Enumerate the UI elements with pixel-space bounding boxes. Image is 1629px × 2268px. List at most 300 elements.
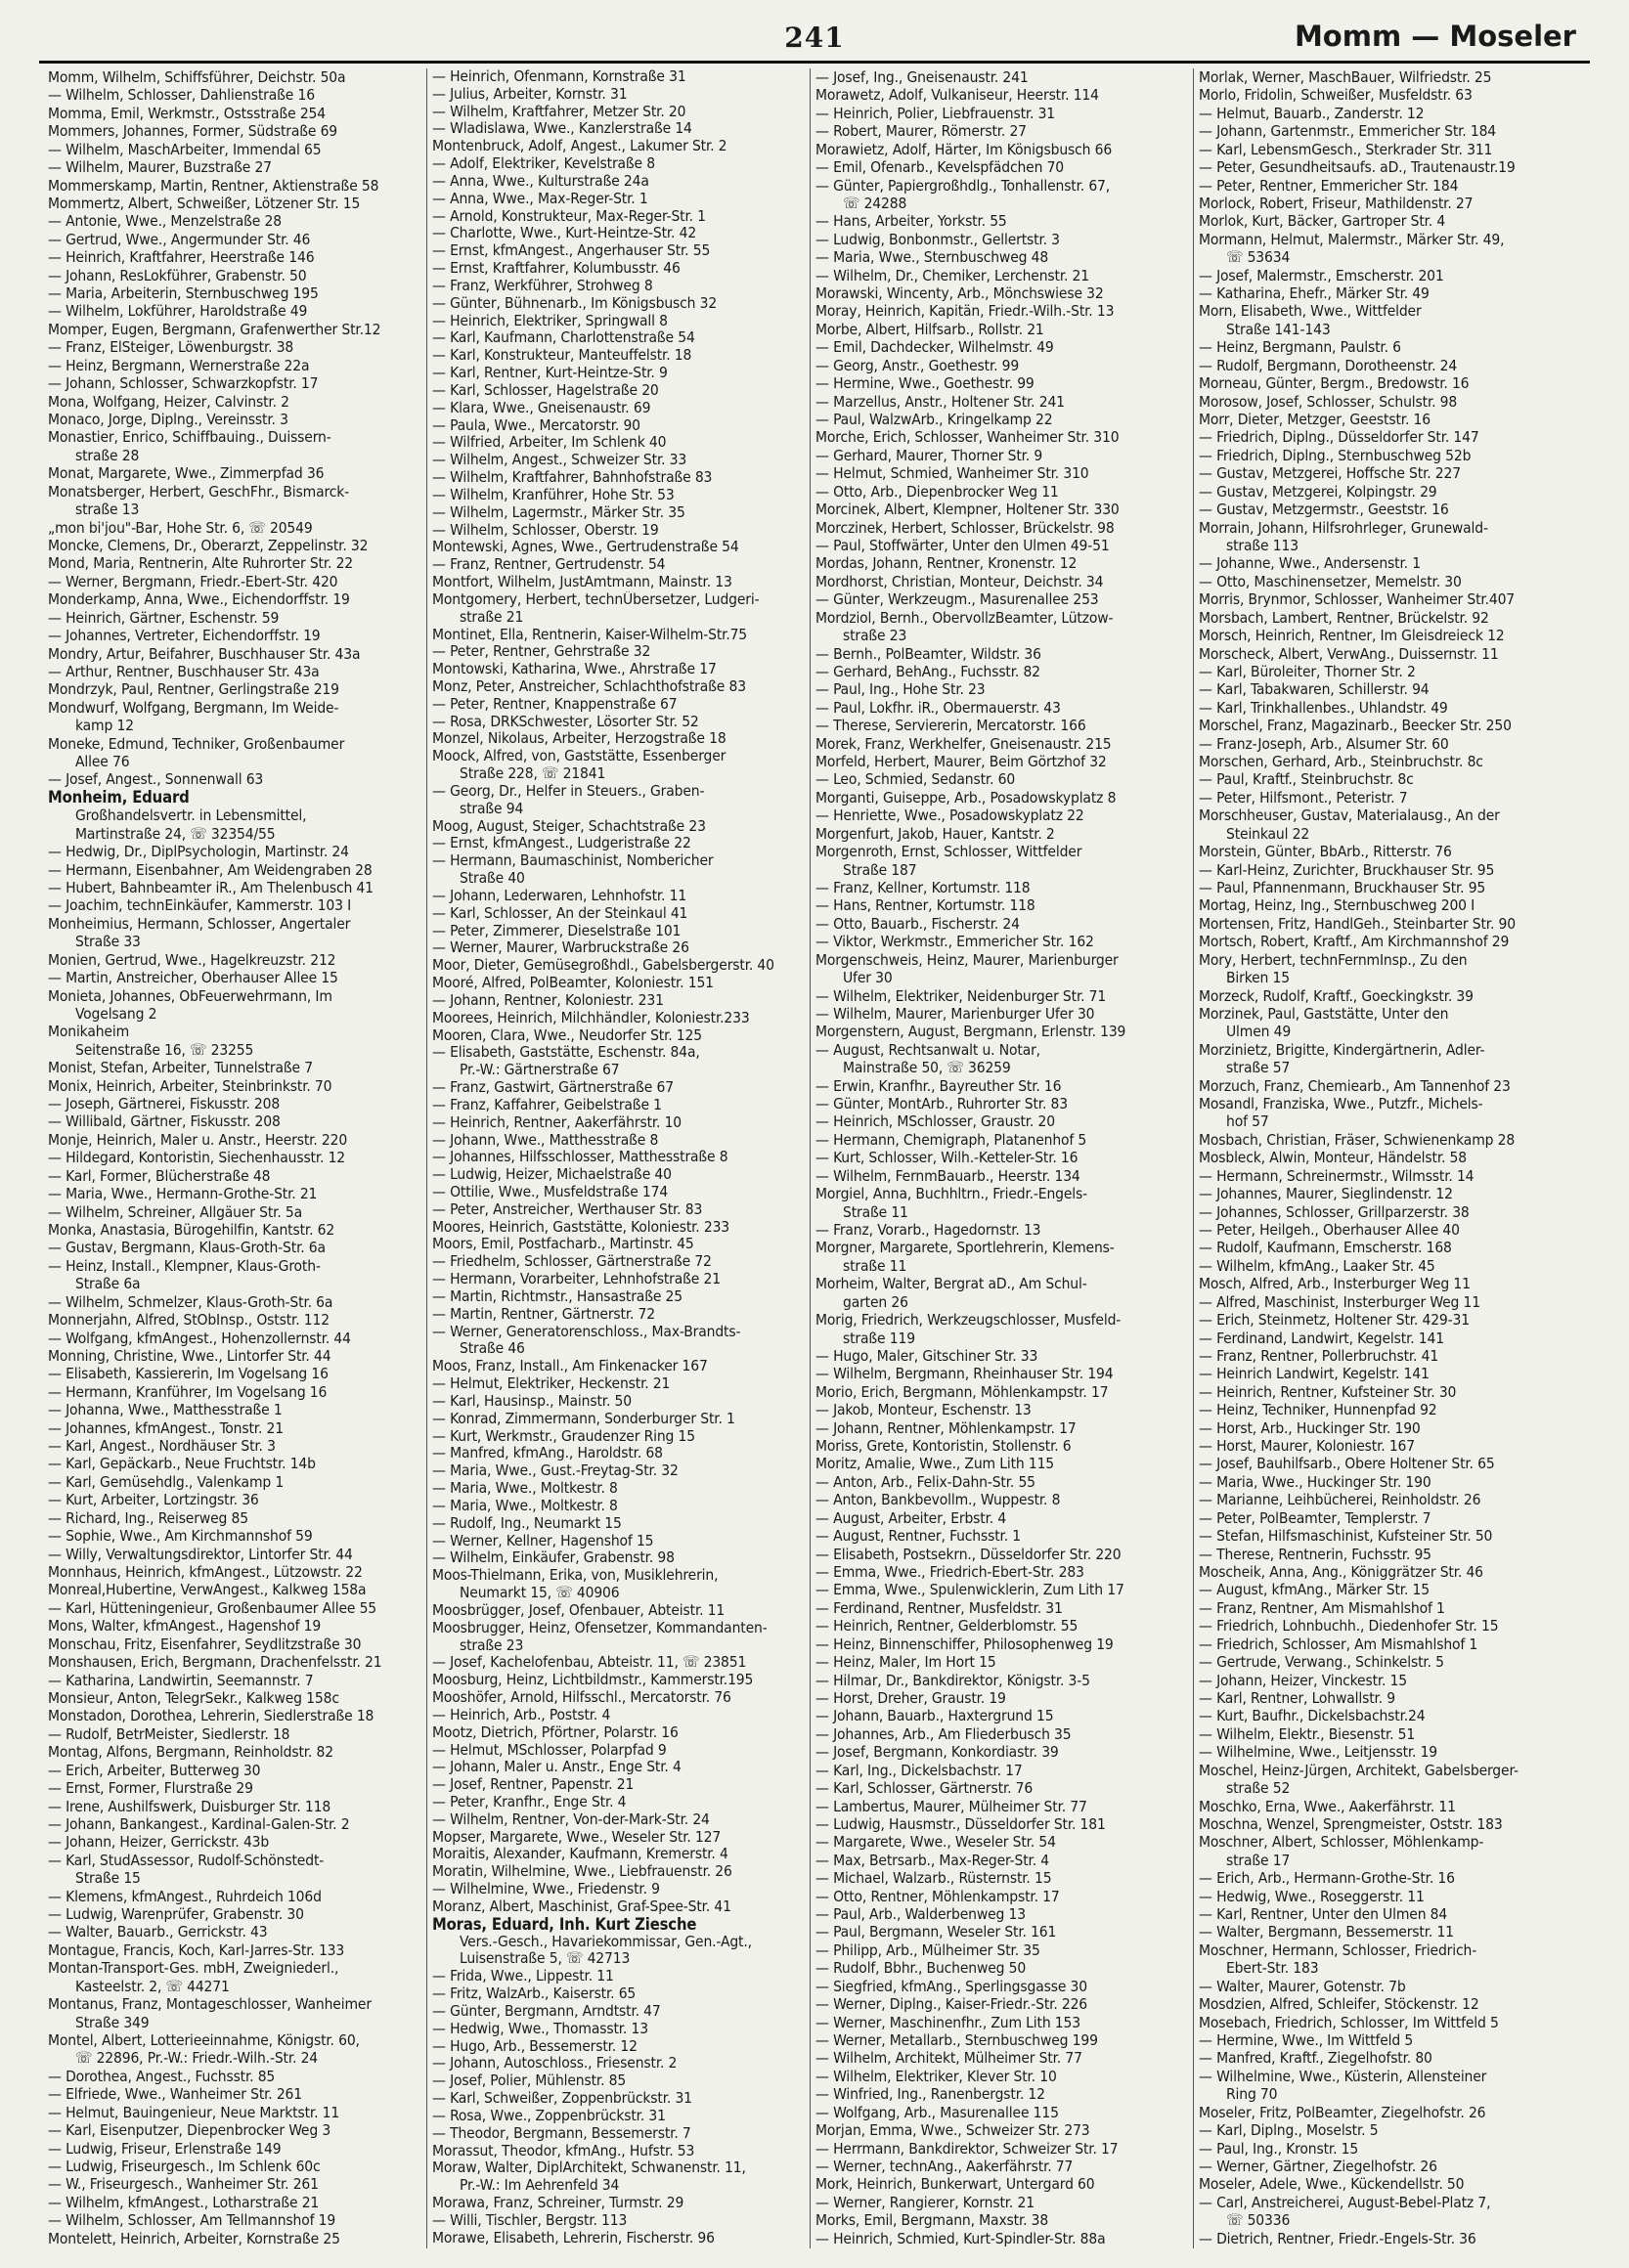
entry-continuation: straße 11	[843, 1256, 907, 1275]
directory-entry: — Willy, Verwaltungsdirektor, Lintorfer Str. 44	[48, 1545, 353, 1563]
directory-entry: — Franz, ElSteiger, Löwenburgstr. 38	[48, 338, 294, 357]
directory-entry: Monnerjahn, Alfred, StObInsp., Oststr. 112	[48, 1311, 330, 1330]
directory-entry: — Josef, Rentner, Papenstr. 21	[432, 1776, 635, 1794]
directory-entry: — Johannes, Arb., Am Fliederbusch 35	[815, 1724, 1072, 1743]
directory-entry: — Hermann, Schreinermstr., Wilmsstr. 14	[1199, 1166, 1475, 1185]
directory-entry: Mootz, Dietrich, Pförtner, Polarstr. 16	[432, 1723, 679, 1741]
entry-continuation: hof 57	[1226, 1112, 1269, 1131]
directory-entry: Monreal,Hubertine, VerwAngest., Kalkweg 158a	[48, 1581, 367, 1599]
directory-entry: Monzel, Nikolaus, Arbeiter, Herzogstraße 18	[432, 730, 726, 748]
entry-continuation: Ebert-Str. 183	[1226, 1959, 1319, 1978]
directory-entry: — Wilhelm, Lokführer, Haroldstraße 49	[48, 302, 308, 321]
directory-entry: — Hedwig, Wwe., Thomasstr. 13	[432, 2020, 648, 2037]
directory-entry: — Johannes, Vertreter, Eichendorffstr. 19	[48, 627, 321, 645]
directory-entry: Mortsch, Robert, Kraftf., Am Kirchmannshof 29	[1199, 933, 1510, 951]
directory-entry: Morawski, Wincenty, Arb., Mönchswiese 32	[815, 284, 1104, 303]
directory-entry: — Georg, Dr., Helfer in Steuers., Graben-	[432, 782, 705, 800]
directory-entry: Monatsberger, Herbert, GeschFhr., Bismarck-	[48, 482, 350, 501]
directory-entry: — Gerhard, BehAng., Fuchsstr. 82	[815, 662, 1040, 680]
directory-entry: — Elisabeth, Kassiererin, Im Vogelsang 16	[48, 1365, 329, 1383]
entry-continuation: Straße 349	[75, 2013, 150, 2031]
directory-entry: Mordziol, Bernh., ObervollzBeamter, Lützow-	[815, 608, 1114, 627]
directory-entry: Morzinek, Paul, Gaststätte, Unter den	[1199, 1004, 1449, 1023]
directory-entry: Mosebach, Friedrich, Schlosser, Im Wittfeld 5	[1199, 2013, 1499, 2031]
directory-entry: — Carl, Anstreicherei, August-Bebel-Platz 7,	[1199, 2193, 1491, 2211]
directory-entry: — Johann, ResLokführer, Grabenstr. 50	[48, 266, 307, 284]
directory-entry: — Paul, Arb., Walderbenweg 13	[815, 1905, 1026, 1924]
directory-entry: Morcinek, Albert, Klempner, Holtener Str. 330	[815, 501, 1120, 519]
directory-entry: — Friedrich, Diplng., Düsseldorfer Str. 147	[1199, 428, 1479, 447]
directory-entry: Monsieur, Anton, TelegrSekr., Kalkweg 158c	[48, 1688, 339, 1707]
directory-entry: — Karl, Eisenputzer, Diepenbrocker Weg 3	[48, 2121, 331, 2140]
directory-entry: Moschel, Heinz-Jürgen, Architekt, Gabelsberger-	[1199, 1761, 1519, 1779]
directory-entry: — Paul, WalzwArb., Kringelkamp 22	[815, 411, 1053, 429]
directory-entry: — Antonie, Wwe., Menzelstraße 28	[48, 212, 282, 231]
directory-entry: — Peter, Heilgeh., Oberhauser Allee 40	[1199, 1221, 1460, 1239]
directory-entry: Moras, Eduard, Inh. Kurt Ziesche	[432, 1915, 697, 1934]
directory-entry: — Ernst, Kraftfahrer, Kolumbusstr. 46	[432, 260, 681, 278]
directory-entry: Montgomery, Herbert, technÜbersetzer, Ludgeri-	[432, 590, 760, 608]
directory-entry: Moosbrügger, Josef, Ofenbauer, Abteistr. 11	[432, 1601, 726, 1619]
directory-entry: — Karl, Schlosser, Gärtnerstr. 76	[815, 1779, 1034, 1798]
directory-entry: — Hermann, Kranführer, Im Vogelsang 16	[48, 1382, 328, 1401]
directory-entry: — Karl, Angest., Nordhäuser Str. 3	[48, 1437, 276, 1456]
directory-entry: — Wilhelm, Kraftfahrer, Bahnhofstraße 83	[432, 469, 713, 487]
directory-entry: — Heinrich Landwirt, Kegelstr. 141	[1199, 1365, 1430, 1383]
directory-entry: — Johann, Bankangest., Kardinal-Galen-Str. 2	[48, 1814, 350, 1833]
entry-continuation: straße 52	[1226, 1779, 1291, 1798]
directory-entry: — Wilhelm, Kranführer, Hohe Str. 53	[432, 486, 675, 503]
directory-entry: — Winfried, Ing., Ranenbergstr. 12	[815, 2085, 1045, 2104]
directory-entry: — Werner, Diplng., Kaiser-Friedr.-Str. 226	[815, 1995, 1088, 2014]
directory-entry: Montenbruck, Adolf, Angest., Lakumer Str. 2	[432, 138, 727, 155]
directory-entry: — Kurt, Arbeiter, Lortzingstr. 36	[48, 1491, 259, 1509]
directory-entry: — Konrad, Zimmermann, Sonderburger Str. 1	[432, 1410, 735, 1427]
directory-entry: — Karl, Rentner, Kurt-Heintze-Str. 9	[432, 365, 668, 382]
directory-entry: — Johann, Bauarb., Haxtergrund 15	[815, 1707, 1054, 1725]
directory-entry: — Otto, Rentner, Möhlenkampstr. 17	[815, 1887, 1060, 1905]
directory-entry: — Martin, Richtmstr., Hansastraße 25	[432, 1287, 682, 1305]
directory-entry: Montinet, Ella, Rentnerin, Kaiser-Wilhelm-Str.75	[432, 626, 748, 643]
entry-continuation: Pr.-W.: Im Aehrenfeld 34	[460, 2177, 620, 2195]
directory-entry: Morawe, Elisabeth, Lehrerin, Fischerstr. 96	[432, 2229, 715, 2246]
directory-entry: Morsbach, Lambert, Rentner, Brückelstr. 92	[1199, 608, 1489, 627]
directory-entry: — Sophie, Wwe., Am Kirchmannshof 59	[48, 1527, 313, 1546]
directory-entry: — Henriette, Wwe., Posadowskyplatz 22	[815, 807, 1084, 825]
directory-entry: — Katharina, Landwirtin, Seemannstr. 7	[48, 1671, 314, 1689]
entry-continuation: Luisenstraße 5, ☏ 42713	[460, 1950, 631, 1968]
directory-entry: — Erich, Arbeiter, Butterweg 30	[48, 1761, 261, 1779]
directory-entry: — August, kfmAng., Märker Str. 15	[1199, 1581, 1430, 1599]
directory-entry: Moosbrugger, Heinz, Ofensetzer, Kommandanten-	[432, 1619, 768, 1636]
directory-entry: — Gertrude, Verwang., Schinkelstr. 5	[1199, 1653, 1444, 1672]
directory-entry: — Karl, Trinkhallenbes., Uhlandstr. 49	[1199, 698, 1448, 717]
directory-entry: Monshausen, Erich, Bergmann, Drachenfelsstr. 21	[48, 1653, 382, 1672]
directory-entry: — Helmut, Schmied, Wanheimer Str. 310	[815, 464, 1089, 483]
directory-entry: — Wilhelm, Maurer, Buzstraße 27	[48, 158, 272, 177]
directory-entry: Monheimius, Hermann, Schlosser, Angertaler	[48, 914, 351, 933]
running-head: Momm — Moseler	[1294, 20, 1576, 53]
entry-continuation: Vers.-Gesch., Havariekommissar, Gen.-Agt.,	[460, 1933, 752, 1950]
entry-continuation: Ulmen 49	[1226, 1023, 1292, 1041]
directory-entry: — Peter, Kranfhr., Enge Str. 4	[432, 1793, 627, 1810]
directory-entry: Monheim, Eduard	[48, 788, 190, 807]
directory-entry: — Rudolf, Bbhr., Buchenweg 50	[815, 1959, 1027, 1978]
directory-entry: Moores, Heinrich, Gaststätte, Koloniestr. 233	[432, 1218, 730, 1236]
directory-entry: — Wilfried, Arbeiter, Im Schlenk 40	[432, 434, 667, 452]
directory-entry: — Franz-Joseph, Arb., Alsumer Str. 60	[1199, 734, 1449, 753]
directory-entry: — Dietrich, Rentner, Friedr.-Engels-Str. 36	[1199, 2229, 1476, 2247]
directory-entry: — Viktor, Werkmstr., Emmericher Str. 162	[815, 933, 1094, 951]
directory-entry: Monaco, Jorge, Diplng., Vereinsstr. 3	[48, 411, 288, 429]
directory-entry: — Robert, Maurer, Römerstr. 27	[815, 122, 1027, 141]
directory-entry: — Anton, Arb., Felix-Dahn-Str. 55	[815, 1472, 1035, 1491]
directory-entry: Morjan, Emma, Wwe., Schweizer Str. 273	[815, 2121, 1090, 2140]
directory-entry: — Werner, Generatorenschloss., Max-Brandts-	[432, 1323, 741, 1340]
directory-entry: — Hermann, Eisenbahner, Am Weidengraben 28	[48, 860, 373, 879]
directory-entry: Moratin, Wilhelmine, Wwe., Liebfrauenstr. 26	[432, 1863, 732, 1881]
directory-entry: — Marianne, Leihbücherei, Reinholdstr. 26	[1199, 1491, 1481, 1509]
directory-entry: — Paul, Bergmann, Weseler Str. 161	[815, 1923, 1057, 1941]
directory-entry: Monix, Heinrich, Arbeiter, Steinbrinkstr. 70	[48, 1076, 332, 1095]
directory-entry: Mosdzien, Alfred, Schleifer, Stöckenstr. 12	[1199, 1995, 1479, 2014]
directory-entry: — Werner, Kellner, Hagenshof 15	[432, 1532, 654, 1549]
directory-entry: Montag, Alfons, Bergmann, Reinholdstr. 82	[48, 1743, 333, 1762]
directory-entry: — Helmut, Bauarb., Zanderstr. 12	[1199, 104, 1425, 122]
directory-entry: Moors, Emil, Postfacharb., Martinstr. 45	[432, 1236, 694, 1253]
directory-entry: — Peter, Rentner, Emmericher Str. 184	[1199, 176, 1459, 195]
directory-entry: Morzinietz, Brigitte, Kindergärtnerin, Adler-	[1199, 1040, 1485, 1059]
directory-entry: — Werner, technAng., Aakerfährstr. 77	[815, 2157, 1074, 2175]
directory-entry: — Rudolf, Kaufmann, Emscherstr. 168	[1199, 1239, 1452, 1257]
directory-entry: — Therese, Serviererin, Mercatorstr. 166	[815, 717, 1086, 735]
directory-entry: — Emil, Ofenarb., Kevelspfädchen 70	[815, 158, 1065, 177]
entry-continuation: Großhandelsvertr. in Lebensmittel,	[75, 807, 307, 825]
directory-entry: — Helmut, MSchlosser, Polarpfad 9	[432, 1741, 667, 1759]
directory-entry: — Hermann, Vorarbeiter, Lehnhofstraße 21	[432, 1271, 721, 1288]
directory-entry: Moritz, Amalie, Wwe., Zum Lith 115	[815, 1455, 1055, 1473]
directory-entry: — Ludwig, Hausmstr., Düsseldorfer Str. 181	[815, 1814, 1106, 1833]
directory-entry: — August, Arbeiter, Erbstr. 4	[815, 1508, 1007, 1527]
directory-entry: Mormann, Helmut, Malermstr., Märker Str. 49,	[1199, 230, 1505, 248]
entry-continuation: straße 94	[460, 800, 524, 817]
directory-entry: Morscheck, Albert, VerwAng., Duissernstr. 11	[1199, 644, 1499, 663]
directory-entry: — Johann, Gartenmstr., Emmericher Str. 184	[1199, 122, 1497, 141]
directory-entry: — Günter, Bergmann, Arndtstr. 47	[432, 2002, 661, 2020]
entry-continuation: garten 26	[843, 1292, 908, 1311]
directory-entry: — Josef, Bergmann, Konkordiastr. 39	[815, 1743, 1059, 1762]
directory-entry: — Wilhelm, Architekt, Mülheimer Str. 77	[815, 2049, 1082, 2068]
directory-entry: Moschner, Hermann, Schlosser, Friedrich-	[1199, 1941, 1477, 1959]
directory-entry: — Rosa, DRKSchwester, Lösorter Str. 52	[432, 713, 699, 730]
directory-entry: — Heinrich, Rentner, Gelderblomstr. 55	[815, 1617, 1079, 1636]
directory-entry: — Hermann, Baumaschinist, Nombericher	[432, 852, 714, 870]
directory-entry: — Friedrich, Diplng., Sternbuschweg 52b	[1199, 446, 1472, 464]
directory-entry: Mosbleck, Alwin, Monteur, Händelstr. 58	[1199, 1149, 1467, 1167]
directory-entry: Mommerskamp, Martin, Rentner, Aktienstraße 58	[48, 176, 379, 195]
directory-entry: — Rudolf, Bergmann, Dorotheenstr. 24	[1199, 356, 1458, 374]
directory-entry: Mons, Walter, kfmAngest., Hagenshof 19	[48, 1617, 322, 1636]
directory-entry: Moschko, Erna, Wwe., Aakerfährstr. 11	[1199, 1797, 1456, 1815]
directory-entry: Montague, Francis, Koch, Karl-Jarres-Str. 133	[48, 1941, 345, 1959]
directory-entry: Montfort, Wilhelm, JustAmtmann, Mainstr. 13	[432, 574, 732, 591]
entry-continuation: Ufer 30	[843, 969, 893, 987]
directory-entry: — Alfred, Maschinist, Insterburger Weg 11	[1199, 1292, 1480, 1311]
directory-entry: — Wilhelm, MaschArbeiter, Immendal 65	[48, 140, 322, 158]
entry-continuation: Vogelsang 2	[75, 1004, 157, 1023]
directory-entry: — Hermine, Wwe., Im Wittfeld 5	[1199, 2030, 1414, 2049]
entry-continuation: kamp 12	[75, 717, 134, 735]
directory-entry: Momm, Wilhelm, Schiffsführer, Deichstr. 50a	[48, 68, 346, 86]
directory-entry: — Joseph, Gärtnerei, Fiskusstr. 208	[48, 1095, 281, 1113]
directory-entry: Mommers, Johannes, Former, Südstraße 69	[48, 122, 338, 141]
directory-entry: — Gustav, Metzgermstr., Geeststr. 16	[1199, 501, 1449, 519]
directory-entry: — Gustav, Metzgerei, Hoffsche Str. 227	[1199, 464, 1461, 483]
entry-continuation: Straße 40	[460, 870, 525, 888]
directory-entry: — Wilhelm, Lagermstr., Märker Str. 35	[432, 503, 685, 521]
directory-entry: — Johann, Heizer, Vinckestr. 15	[1199, 1671, 1408, 1689]
directory-entry: — W., Friseurgesch., Wanheimer Str. 261	[48, 2175, 319, 2194]
directory-entry: Morlock, Robert, Friseur, Mathildenstr. 27	[1199, 194, 1474, 212]
directory-entry: Momper, Eugen, Bergmann, Grafenwerther Str.12	[48, 320, 381, 338]
directory-entry: — Otto, Arb., Diepenbrocker Weg 11	[815, 482, 1059, 501]
directory-entry: — Werner, Metallarb., Sternbuschweg 199	[815, 2030, 1098, 2049]
directory-entry: — Kurt, Werkmstr., Graudenzer Ring 15	[432, 1427, 695, 1445]
directory-entry: — Wilhelm, Maurer, Marienburger Ufer 30	[815, 1004, 1095, 1023]
column-1	[43, 68, 426, 2248]
directory-entry: — Karl, Ing., Dickelsbachstr. 17	[815, 1761, 1023, 1779]
directory-entry: Mosch, Alfred, Arb., Insterburger Weg 11	[1199, 1275, 1471, 1293]
directory-entry: Morneau, Günter, Bergm., Bredowstr. 16	[1199, 374, 1470, 393]
directory-entry: Monieta, Johannes, ObFeuerwehrmann, Im	[48, 986, 332, 1005]
directory-entry: — Wilhelm, Bergmann, Rheinhauser Str. 194	[815, 1365, 1114, 1383]
directory-entry: — Lambertus, Maurer, Mülheimer Str. 77	[815, 1797, 1087, 1815]
directory-entry: — Wilhelm, Dr., Chemiker, Lerchenstr. 21	[815, 266, 1089, 284]
entry-continuation: Straße 46	[460, 1340, 525, 1358]
directory-entry: — Emma, Wwe., Friedrich-Ebert-Str. 283	[815, 1563, 1084, 1582]
directory-entry: — Arnold, Konstrukteur, Max-Reger-Str. 1	[432, 207, 706, 225]
directory-entry: — Wilhelm, kfmAng., Laaker Str. 45	[1199, 1256, 1435, 1275]
directory-entry: — Josef, Bauhilfsarb., Obere Holtener Str. 65	[1199, 1455, 1495, 1473]
directory-entry: — Wilhelm, Rentner, Von-der-Mark-Str. 24	[432, 1810, 710, 1828]
directory-entry: — Klemens, kfmAngest., Ruhrdeich 106d	[48, 1887, 322, 1905]
directory-entry: — Wilhelm, Angest., Schweizer Str. 33	[432, 452, 687, 469]
directory-entry: — Wilhelm, Elektriker, Neidenburger Str. 71	[815, 986, 1107, 1005]
directory-entry: — Karl, Former, Blücherstraße 48	[48, 1166, 271, 1185]
directory-entry: — Wilhelmine, Wwe., Leitjensstr. 19	[1199, 1743, 1438, 1762]
directory-entry: Mooshöfer, Arnold, Hilfsschl., Mercatorstr. 76	[432, 1689, 731, 1707]
directory-entry: — Wilhelmine, Wwe., Friedenstr. 9	[432, 1881, 660, 1898]
directory-entry: — Margarete, Wwe., Weseler Str. 54	[815, 1833, 1056, 1852]
directory-entry: — Horst, Maurer, Koloniestr. 167	[1199, 1437, 1415, 1456]
directory-entry: Mooré, Alfred, PolBeamter, Koloniestr. 151	[432, 975, 714, 992]
directory-entry: — Josef, Ing., Gneisenaustr. 241	[815, 68, 1029, 86]
directory-entry: — Horst, Dreher, Graustr. 19	[815, 1688, 1006, 1707]
directory-entry: — Franz, Vorarb., Hagedornstr. 13	[815, 1221, 1041, 1239]
directory-entry: — Helmut, Elektriker, Heckenstr. 21	[432, 1375, 671, 1393]
directory-entry: Monz, Peter, Anstreicher, Schlachthofstraße 83	[432, 677, 746, 695]
directory-entry: — Irene, Aushilfswerk, Duisburger Str. 118	[48, 1797, 331, 1815]
entry-continuation: Straße 187	[843, 860, 917, 879]
directory-entry: Moseler, Adele, Wwe., Kückendellstr. 50	[1199, 2175, 1465, 2194]
directory-entry: — Heinrich, Rentner, Aakerfährstr. 10	[432, 1113, 682, 1131]
directory-entry: — Hans, Arbeiter, Yorkstr. 55	[815, 212, 1007, 231]
directory-entry: — Franz, Rentner, Am Mismahlshof 1	[1199, 1598, 1445, 1617]
directory-entry: Morn, Elisabeth, Wwe., Wittfelder	[1199, 302, 1422, 321]
directory-entry: Mondry, Artur, Beifahrer, Buschhauser Str. 43a	[48, 644, 361, 663]
directory-entry: — Maria, Wwe., Huckinger Str. 190	[1199, 1472, 1431, 1491]
directory-entry: — Elfriede, Wwe., Wanheimer Str. 261	[48, 2085, 302, 2104]
directory-entry: Morgenroth, Ernst, Schlosser, Wittfelder	[815, 843, 1082, 861]
directory-entry: — Horst, Arb., Huckinger Str. 190	[1199, 1418, 1421, 1437]
directory-entry: — Heinz, Binnenschiffer, Philosophenweg 19	[815, 1635, 1114, 1653]
directory-entry: — Herrmann, Bankdirektor, Schweizer Str. 17	[815, 2139, 1119, 2158]
directory-entry: — Günter, Werkzeugm., Masurenallee 253	[815, 590, 1099, 609]
directory-entry: Morgenschweis, Heinz, Maurer, Marienburger	[815, 950, 1119, 969]
directory-entry: — Martin, Anstreicher, Oberhauser Allee 15	[48, 969, 338, 987]
directory-entry: — Josef, Kachelofenbau, Abteistr. 11, ☏ 23851	[432, 1654, 747, 1672]
directory-entry: — Wilhelm, Einkäufer, Grabenstr. 98	[432, 1549, 675, 1567]
directory-entry: Mondwurf, Wolfgang, Bergmann, Im Weide-	[48, 698, 339, 717]
directory-entry: — Paul, Ing., Hohe Str. 23	[815, 680, 986, 699]
directory-entry: — Erwin, Kranfhr., Bayreuther Str. 16	[815, 1076, 1062, 1095]
directory-entry: — Josef, Polier, Mühlenstr. 85	[432, 2072, 627, 2090]
entry-continuation: Straße 6a	[75, 1275, 141, 1293]
directory-entry: — Otto, Maschinensetzer, Memelstr. 30	[1199, 572, 1462, 590]
directory-entry: — Heinz, Techniker, Hunnenpfad 92	[1199, 1401, 1437, 1419]
entry-continuation: Allee 76	[75, 753, 130, 771]
directory-entry: — Werner, Bergmann, Friedr.-Ebert-Str. 420	[48, 572, 338, 590]
directory-entry: — Paul, Ing., Kronstr. 15	[1199, 2139, 1359, 2158]
directory-entry: — Franz, Kaffahrer, Geibelstraße 1	[432, 1096, 662, 1113]
directory-entry: — Max, Betrsarb., Max-Reger-Str. 4	[815, 1851, 1049, 1869]
entry-continuation: ☏ 50336	[1226, 2211, 1291, 2230]
directory-entry: — Rosa, Wwe., Zoppenbrückstr. 31	[432, 2107, 666, 2124]
directory-entry: — Bernh., PolBeamter, Wildstr. 36	[815, 644, 1041, 663]
directory-entry: — Günter, MontArb., Ruhrorter Str. 83	[815, 1095, 1068, 1113]
directory-entry: Morawa, Franz, Schreiner, Turmstr. 29	[432, 2195, 684, 2212]
directory-entry: — Karl, Rentner, Unter den Ulmen 84	[1199, 1905, 1448, 1924]
directory-entry: — Philipp, Arb., Mülheimer Str. 35	[815, 1941, 1040, 1959]
directory-entry: — Hubert, Bahnbeamter iR., Am Thelenbusch 41	[48, 878, 374, 896]
entry-continuation: ☏ 53634	[1226, 248, 1291, 267]
directory-entry: Morassut, Theodor, kfmAng., Hufstr. 53	[432, 2142, 695, 2159]
directory-entry: Mondrzyk, Paul, Rentner, Gerlingstraße 219	[48, 680, 339, 699]
directory-entry: — Josef, Angest., Sonnenwall 63	[48, 770, 264, 789]
directory-entry: — Maria, Wwe., Sternbuschweg 48	[815, 248, 1049, 267]
directory-entry: Monist, Stefan, Arbeiter, Tunnelstraße 7	[48, 1059, 313, 1077]
entry-continuation: Straße 11	[843, 1202, 908, 1221]
directory-entry: — Karl, Schlosser, An der Steinkaul 41	[432, 904, 688, 922]
entry-continuation: Birken 15	[1226, 969, 1290, 987]
directory-entry: — Friedhelm, Schlosser, Gärtnerstraße 72	[432, 1253, 712, 1271]
directory-entry: — Karl, Büroleiter, Thorner Str. 2	[1199, 662, 1416, 680]
directory-entry: — Josef, Malermstr., Emscherstr. 201	[1199, 266, 1444, 284]
directory-entry: — Willibald, Gärtner, Fiskusstr. 208	[48, 1112, 281, 1131]
directory-entry: Morosow, Josef, Schlosser, Schulstr. 98	[1199, 392, 1458, 411]
directory-entry: — Heinz, Bergmann, Wernerstraße 22a	[48, 356, 310, 374]
directory-entry: — August, Rentner, Fuchsstr. 1	[815, 1527, 1021, 1546]
directory-entry: — Johannes, Maurer, Sieglindenstr. 12	[1199, 1185, 1453, 1203]
directory-entry: Monikaheim	[48, 1023, 130, 1041]
directory-entry: Morlok, Kurt, Bäcker, Gartroper Str. 4	[1199, 212, 1446, 231]
entry-continuation: Straße 228, ☏ 21841	[460, 765, 606, 783]
columns	[43, 68, 1588, 2248]
entry-continuation: ☏ 24288	[843, 194, 907, 212]
directory-entry: — Hermann, Chemigraph, Platanenhof 5	[815, 1130, 1087, 1149]
directory-entry: — Gertrud, Wwe., Angermunder Str. 46	[48, 230, 311, 248]
directory-entry: — Karl, Schweißer, Zoppenbrückstr. 31	[432, 2090, 692, 2108]
directory-entry: — Karl, Hütteningenieur, Großenbaumer Allee 55	[48, 1598, 377, 1617]
directory-entry: Moorees, Heinrich, Milchhändler, Koloniestr.233	[432, 1009, 750, 1026]
directory-entry: — Karl, Konstrukteur, Manteuffelstr. 18	[432, 347, 692, 365]
directory-entry: — Julius, Arbeiter, Kornstr. 31	[432, 85, 628, 103]
directory-entry: — Johanna, Wwe., Matthesstraße 1	[48, 1401, 283, 1419]
directory-entry: — Hedwig, Wwe., Roseggerstr. 11	[1199, 1887, 1425, 1905]
directory-entry: — Johann, Wwe., Matthesstraße 8	[432, 1131, 659, 1149]
directory-entry: Mommertz, Albert, Schweißer, Lötzener Str. 15	[48, 194, 361, 212]
directory-entry: Morheim, Walter, Bergrat aD., Am Schul-	[815, 1275, 1087, 1293]
directory-entry: — Peter, PolBeamter, Templerstr. 7	[1199, 1508, 1431, 1527]
directory-entry: — Paul, Stoffwärter, Unter den Ulmen 49-51	[815, 536, 1110, 554]
directory-entry: — Gerhard, Maurer, Thorner Str. 9	[815, 446, 1043, 464]
directory-entry: Monka, Anastasia, Bürogehilfin, Kantstr. 62	[48, 1221, 335, 1239]
directory-entry: Moraitis, Alexander, Kaufmann, Kremerstr. 4	[432, 1846, 728, 1863]
directory-entry: Morawietz, Adolf, Härter, Im Königsbusch 66	[815, 140, 1113, 158]
directory-entry: Morig, Friedrich, Werkzeugschlosser, Musfeld-	[815, 1311, 1122, 1330]
directory-entry: — Günter, Papiergroßhdlg., Tonhallenstr. 67,	[815, 176, 1111, 195]
directory-entry: Mosbach, Christian, Fräser, Schwienenkamp 28	[1199, 1130, 1516, 1149]
directory-entry: Mortensen, Fritz, HandlGeh., Steinbarter Str. 90	[1199, 914, 1516, 933]
directory-entry: Moog, August, Steiger, Schachtstraße 23	[432, 817, 706, 835]
directory-entry: — Karl, LebensmGesch., Sterkrader Str. 311	[1199, 140, 1493, 158]
directory-entry: — Willi, Tischler, Bergstr. 113	[432, 2211, 628, 2229]
directory-entry: — Maria, Wwe., Hermann-Grothe-Str. 21	[48, 1185, 318, 1203]
entry-continuation: Straße 141-143	[1226, 320, 1331, 338]
directory-entry: — Peter, Hilfsmont., Peteristr. 7	[1199, 788, 1408, 807]
directory-entry: — Karl, Hausinsp., Mainstr. 50	[432, 1392, 632, 1410]
directory-entry: Morfeld, Herbert, Maurer, Beim Görtzhof 32	[815, 753, 1107, 771]
directory-entry: — Frida, Wwe., Lippestr. 11	[432, 1968, 614, 1985]
directory-entry: Morschel, Franz, Magazinarb., Beecker Str. 250	[1199, 717, 1512, 735]
entry-continuation: Neumarkt 15, ☏ 40906	[460, 1585, 620, 1602]
directory-entry: — Hedwig, Dr., DiplPsychologin, Martinstr. 24	[48, 843, 349, 861]
directory-entry: — Karl, Gepäckarb., Neue Fruchtstr. 14b	[48, 1455, 316, 1473]
directory-entry: — Wilhelm, Schmelzer, Klaus-Groth-Str. 6a	[48, 1292, 333, 1311]
directory-entry: Moncke, Clemens, Dr., Oberarzt, Zeppelinstr. 32	[48, 536, 369, 554]
directory-entry: Montanus, Franz, Montageschlosser, Wanheimer	[48, 1995, 372, 2014]
page-number: 241	[784, 22, 845, 54]
directory-entry: — Karl, Diplng., Moselstr. 5	[1199, 2121, 1379, 2140]
directory-entry: — Erich, Steinmetz, Holtener Str. 429-31	[1199, 1311, 1470, 1330]
entry-continuation: Straße 15	[75, 1869, 141, 1888]
directory-entry: — Anton, Bankbevollm., Wuppestr. 8	[815, 1491, 1061, 1509]
directory-entry: Mona, Wolfgang, Heizer, Calvinstr. 2	[48, 392, 289, 411]
directory-entry: — Werner, Maschinenfhr., Zum Lith 153	[815, 2013, 1080, 2031]
directory-entry: Mork, Heinrich, Bunkerwart, Untergard 60	[815, 2175, 1095, 2194]
column-2	[426, 68, 810, 2248]
directory-entry: — Ernst, kfmAngest., Angerhauser Str. 55	[432, 242, 711, 260]
entry-continuation: straße 113	[1226, 536, 1299, 554]
directory-entry: — Elisabeth, Postsekrn., Düsseldorfer Str. 220	[815, 1545, 1122, 1563]
directory-entry: Moray, Heinrich, Kapitän, Friedr.-Wilh.-Str. 13	[815, 302, 1115, 321]
directory-entry: Moranz, Albert, Maschinist, Graf-Spee-Str. 41	[432, 1897, 731, 1915]
directory-entry: — Wilhelm, Schreiner, Allgäuer Str. 5a	[48, 1202, 302, 1221]
directory-entry: Mosandl, Franziska, Wwe., Putzfr., Michels-	[1199, 1095, 1483, 1113]
directory-entry: — Wilhelm, Schlosser, Am Tellmannshof 19	[48, 2211, 336, 2230]
directory-entry: — Marzellus, Anstr., Holtener Str. 241	[815, 392, 1065, 411]
directory-entry: Montelett, Heinrich, Arbeiter, Kornstraße 25	[48, 2229, 340, 2247]
